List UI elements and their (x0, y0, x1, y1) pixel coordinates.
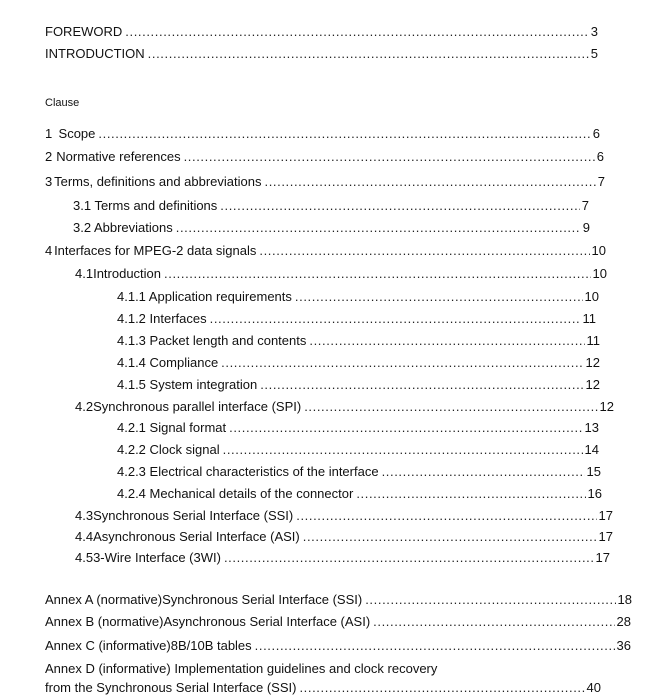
leader-dots (184, 148, 595, 166)
leader-dots (259, 242, 589, 260)
toc-entry-normative-references[interactable] (45, 148, 604, 166)
toc-page: 3 (590, 24, 598, 39)
annex-label: Annex C (informative) (45, 638, 171, 653)
leader-dots (148, 45, 589, 63)
toc-entry-scope[interactable] (45, 125, 600, 143)
toc-title: 4.1.4 Compliance (117, 355, 219, 370)
toc-title: 4.2.3 Electrical characteristics of the interface (117, 464, 379, 479)
toc-entry-annex-c[interactable] (45, 637, 631, 655)
leader-dots (382, 463, 585, 481)
leader-dots (260, 376, 583, 394)
toc-page: 17 (595, 550, 610, 565)
toc-title: Implementation guidelines and clock recovery (174, 661, 438, 676)
toc-entry-interfaces[interactable] (45, 242, 606, 260)
toc-entry-system-integration[interactable] (117, 376, 600, 394)
toc-page: 17 (598, 529, 613, 544)
leader-dots (309, 332, 584, 350)
toc-page: 40 (586, 680, 601, 695)
leader-dots (98, 125, 590, 143)
toc-number: 2 (45, 149, 53, 164)
toc-entry-asi[interactable] (75, 528, 613, 546)
leader-dots (365, 591, 615, 609)
toc-title: 4.2.2 Clock signal (117, 442, 220, 457)
leader-dots (164, 265, 591, 283)
toc-page: 10 (584, 289, 599, 304)
toc-number: 4.4 (75, 529, 94, 544)
toc-entry-terms[interactable] (45, 173, 605, 191)
toc-page: 28 (616, 614, 631, 629)
leader-dots (255, 637, 615, 655)
toc-title: 4.1.3 Packet length and contents (117, 333, 307, 348)
toc-title: Normative references (56, 149, 181, 164)
toc-title: 3.1 Terms and definitions (73, 198, 218, 213)
toc-number: 4.5 (75, 550, 94, 565)
toc-entry-mechanical-details[interactable] (117, 485, 602, 503)
toc-entry-electrical-characteristics[interactable] (117, 463, 601, 481)
toc-entry-interfaces-4-1-2[interactable] (117, 310, 596, 328)
leader-dots (229, 419, 582, 437)
toc-page: 12 (585, 377, 600, 392)
toc-entry-introduction[interactable] (45, 45, 598, 63)
toc-entry-spi[interactable] (75, 398, 614, 416)
toc-page: 10 (592, 266, 607, 281)
toc-page: 13 (584, 420, 599, 435)
toc-number: 4 (45, 243, 53, 258)
toc-page: 6 (596, 149, 604, 164)
toc-entry-foreword[interactable] (45, 23, 598, 41)
toc-number: 3 (45, 174, 53, 189)
toc-page: 14 (584, 442, 599, 457)
toc-title: 4.2.4 Mechanical details of the connector (117, 486, 354, 501)
leader-dots (356, 485, 585, 503)
toc-title: Terms, definitions and abbreviations (54, 174, 262, 189)
toc-page: 36 (616, 638, 631, 653)
toc-number: 4.1 (75, 266, 94, 281)
toc-entry-abbreviations[interactable] (73, 219, 590, 237)
toc-entry-signal-format[interactable] (117, 419, 599, 437)
toc-entry-introduction-4-1[interactable] (75, 265, 607, 283)
toc-page: 12 (599, 399, 614, 414)
toc-number: 4.3 (75, 508, 94, 523)
toc-entry-annex-d-cont[interactable] (45, 679, 601, 697)
toc-entry-terms-definitions[interactable] (73, 197, 589, 215)
toc-title: 4.1.2 Interfaces (117, 311, 207, 326)
toc-title: FOREWORD (45, 24, 123, 39)
toc-entry-clock-signal[interactable] (117, 441, 599, 459)
toc-title: Asynchronous Serial Interface (ASI) (93, 529, 300, 544)
toc-title: Synchronous Serial Interface (SSI) (93, 508, 294, 523)
leader-dots (295, 288, 583, 306)
toc-title: Synchronous parallel interface (SPI) (93, 399, 302, 414)
toc-entry-packet-length[interactable] (117, 332, 600, 350)
toc-entry-annex-a[interactable] (45, 591, 632, 609)
toc-page: 15 (586, 464, 601, 479)
annex-label: Annex B (normative) (45, 614, 164, 629)
annex-label: Annex A (normative) (45, 592, 163, 607)
leader-dots (264, 173, 595, 191)
toc-title: Synchronous Serial Interface (SSI) (162, 592, 363, 607)
toc-title: Asynchronous Serial Interface (ASI) (163, 614, 371, 629)
toc-title: INTRODUCTION (45, 46, 145, 61)
toc-page: 18 (617, 592, 632, 607)
toc-title: 4.1.5 System integration (117, 377, 258, 392)
leader-dots (224, 549, 594, 567)
toc-page: 5 (590, 46, 598, 61)
toc-title: 3.2 Abbreviations (73, 220, 173, 235)
toc-page: 6 (592, 126, 600, 141)
leader-dots (299, 679, 584, 697)
toc-page: 16 (587, 486, 602, 501)
toc-page: 7 (597, 174, 605, 189)
leader-dots (210, 310, 581, 328)
toc-title-continued: from the Synchronous Serial Interface (SSI) (45, 680, 297, 695)
leader-dots (125, 23, 588, 41)
toc-entry-annex-d[interactable] (45, 660, 437, 678)
toc-page: 11 (582, 311, 596, 326)
toc-number: 4.2 (75, 399, 94, 414)
toc-title: 4.2.1 Signal format (117, 420, 227, 435)
leader-dots (373, 613, 614, 631)
toc-title: 4.1.1 Application requirements (117, 289, 292, 304)
toc-title: Interfaces for MPEG-2 data signals (54, 243, 257, 258)
toc-entry-annex-b[interactable] (45, 613, 631, 631)
leader-dots (176, 219, 581, 237)
toc-page: 12 (585, 355, 600, 370)
toc-title: Introduction (93, 266, 162, 281)
toc-entry-compliance[interactable] (117, 354, 600, 372)
toc-title: 3-Wire Interface (3WI) (93, 550, 221, 565)
leader-dots (296, 507, 596, 525)
toc-entry-application-requirements[interactable] (117, 288, 599, 306)
toc-entry-3wi[interactable] (75, 549, 610, 567)
toc-page: 9 (582, 220, 590, 235)
leader-dots (303, 528, 597, 546)
toc-entry-ssi[interactable] (75, 507, 613, 525)
toc-title: Scope (58, 126, 96, 141)
leader-dots (221, 354, 583, 372)
annex-label: Annex D (informative) (45, 661, 171, 676)
toc-page: 11 (586, 333, 600, 348)
toc-number: 1 (45, 126, 53, 141)
leader-dots (223, 441, 583, 459)
toc-title: 8B/10B tables (170, 638, 252, 653)
toc-page: 7 (581, 198, 589, 213)
clause-heading: Clause (45, 97, 80, 109)
leader-dots (304, 398, 597, 416)
toc-page: 10 (591, 243, 606, 258)
toc-page: 17 (598, 508, 613, 523)
leader-dots (220, 197, 579, 215)
